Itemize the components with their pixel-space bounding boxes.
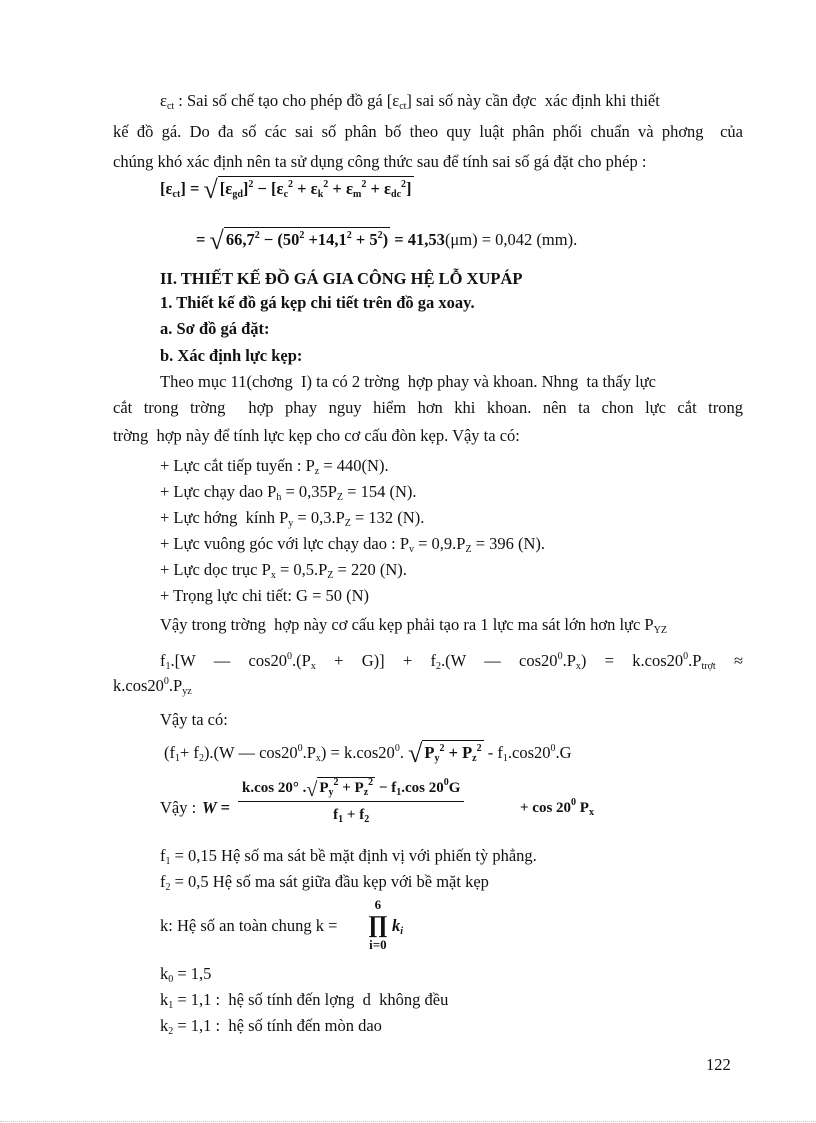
list-item: + Lực chạy dao $P_h = 0,35P_Z = 154$ (N). [160, 482, 417, 503]
product-operator [368, 897, 388, 953]
list-item: + Lực hớng kính $P_y = 0,3.P_Z = 132$ (N). [160, 508, 425, 529]
paragraph-line: trờng hợp này để tính lực kẹp cho cơ cấu đòn kẹp. Vậy ta có: [113, 426, 520, 445]
section-heading: II. THIẾT KẾ ĐỒ GÁ GIA CÔNG HỆ LỖ XUPÁP [160, 269, 523, 288]
paragraph-line: $\varepsilon_{ct}$ : Sai số chế tạo cho phép đồ gá $[\varepsilon_{ct}]$ sai số này cần đợc xác định khi thiết [160, 91, 660, 112]
formula-error-value [196, 226, 816, 255]
paragraph-line: cắt trong trờng hợp phay nguy hiểm hơn khi khoan. nên ta chon lực cắt trong [113, 398, 743, 417]
definition-line: $f_1 = 0,15$ Hệ số ma sát bề mặt định vị với phiến tỳ phẳng. [160, 846, 537, 867]
product-term: $k_i$ [392, 916, 404, 937]
paragraph-line: Theo mục 11(chơng I) ta có 2 trờng hợp phay và khoan. Nhng ta thấy lực [160, 372, 656, 391]
product-lower-limit: i=0 [369, 937, 387, 952]
formula-result: (μm) = 0,042 (mm). [444, 230, 578, 249]
equation-line: $f_1.[W$ — $\cos 20^0.(P_x + G)] + f_2.(W$ — $\cos 20^0.P_x) = k.\cos 20^0.P_{trợt}$ ≈ [160, 651, 744, 672]
equation-fraction [238, 777, 464, 825]
paragraph-line: Vậy ta có: [160, 710, 228, 729]
equation-rhs: + $\cos 20^0$ $P_x$ [520, 797, 594, 818]
equation-line: $(f_1+ f_2).(W$ — $\cos 20^0.P_x) = k.\cos 20^0$. √ $P_y^2 + P_z^2 - f_1.\cos 20^0.G$ [164, 739, 572, 768]
formula-expression: = √ $66,7^2 - (50^2 +14,1^2 + 5^2) = 41,53$ [196, 226, 445, 255]
bottom-dotted-divider [0, 1121, 816, 1122]
definition-line: $f_2 = 0,5$ Hệ số ma sát giữa đầu kẹp với bề mặt kẹp [160, 872, 489, 893]
list-item: + Lực cắt tiếp tuyến : $P_z = 440(N)$. [160, 456, 389, 477]
subsection-heading: 1. Thiết kế đồ gá kẹp chi tiết trên đồ ga xoay. [160, 293, 475, 312]
product-upper-limit: 6 [374, 897, 382, 912]
equation-w [160, 777, 790, 829]
subsection-heading: b. Xác định lực kẹp: [160, 346, 303, 365]
list-item: + Trọng lực chi tiết: G = 50 (N) [160, 586, 370, 605]
page-number: 122 [706, 1055, 731, 1074]
paragraph-line: chúng khó xác định nên ta sử dụng công thức sau để tính sai số gá đặt cho phép : [113, 152, 647, 171]
subsection-heading: a. Sơ đồ gá đặt: [160, 319, 270, 338]
fraction-numerator: k.cos 20° .√ $P_y^2 + P_z^2 - f_1.\cos$ $20^0G$ [238, 777, 464, 802]
list-item: + Lực dọc trục $P_x = 0,5.P_Z = 220$ (N). [160, 560, 407, 581]
definition-line: $k_1 = 1,1$ : hệ số tính đến lợng d không đều [160, 990, 449, 1011]
formula-error-allowance: $[\varepsilon_{ct}]$ = √ $[\varepsilon_{gd}]^2 - [\varepsilon_c^2 + \varepsilon_k^2 + \varepsilon_m^2 + \varepsilon_{dc}^2]$ [160, 175, 412, 204]
definition-line: $k_0 = 1,5$ [160, 964, 212, 985]
equation-line: $k.\cos 20^0.P_{yz}$ [113, 676, 192, 697]
definition-line: $k_2 = 1,1$ : hệ số tính đến mòn dao [160, 1016, 382, 1037]
paragraph-line: kế đồ gá. Do đa số các sai số phân bố theo quy luật phân phối chuẩn và phơng của [113, 122, 743, 141]
paragraph-line: Vậy trong trờng hợp này cơ cấu kẹp phải tạo ra 1 lực ma sát lớn hơn lực $P_{YZ}$ [160, 615, 667, 636]
definition-text: k: Hệ số an toàn chung k = [160, 916, 338, 935]
fraction-denominator: $f_1 + f_2$ [333, 807, 370, 825]
safety-factor-formula [160, 897, 790, 953]
equation-lhs: W = [202, 798, 230, 817]
equation-label: Vậy : [160, 798, 197, 817]
list-item: + Lực vuông góc với lực chạy dao : $P_v = 0,9.P_Z = 396$ (N). [160, 534, 546, 555]
product-symbol: ∏ [368, 912, 388, 938]
